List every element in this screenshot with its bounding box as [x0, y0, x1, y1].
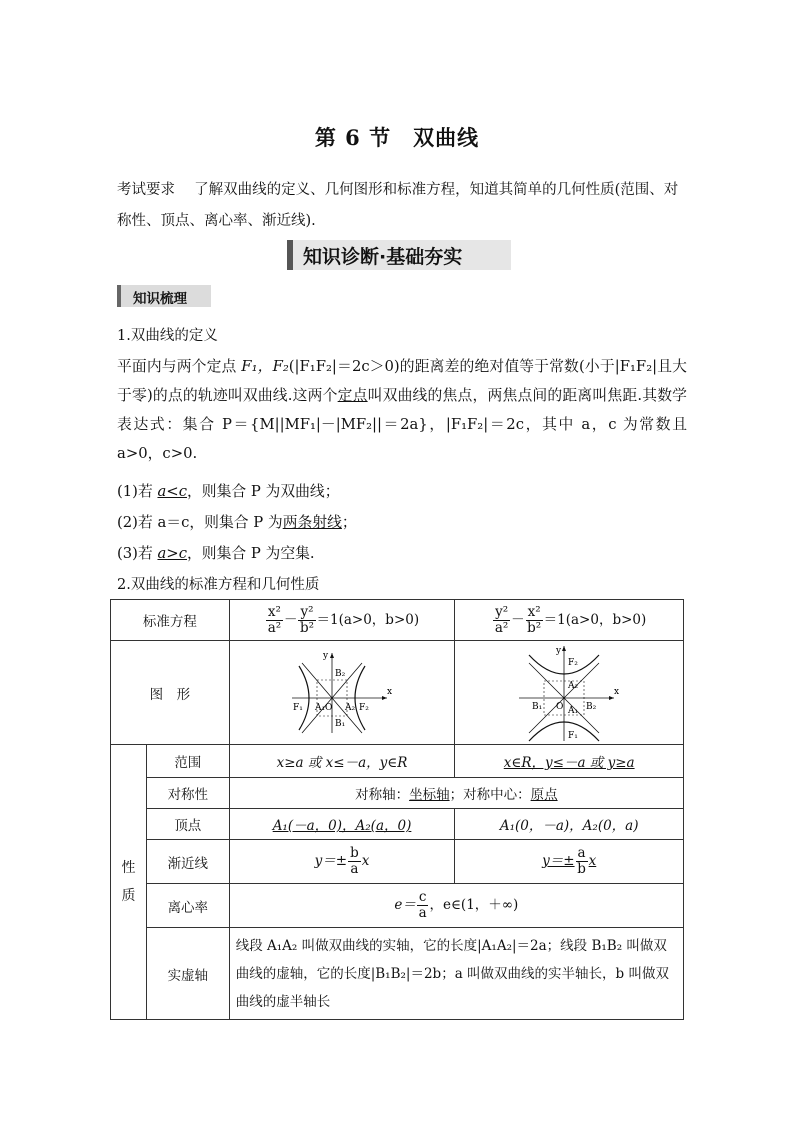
case-1	[117, 480, 340, 501]
fig2-label-y: y	[556, 645, 562, 656]
eq1-tail: ＝1(a>0，b>0)	[316, 611, 420, 628]
figure-vertical-cell	[455, 641, 684, 745]
definition-paragraph	[117, 352, 687, 468]
range-vertical: x∈R，y≤－a 或 y≥a	[503, 755, 635, 771]
ecc-pre: e＝	[394, 897, 416, 913]
equation-label: 标准方程	[111, 600, 230, 641]
table-row-figure	[111, 641, 684, 745]
fig2-label-F1: F₁	[568, 730, 579, 741]
frac-den: a	[350, 861, 359, 877]
fig1-label-x: x	[387, 686, 393, 697]
asymptote-vertical: y＝± $\frac{a}{b}$ x	[455, 840, 684, 884]
asymptote-horizontal: y＝± $\frac{b}{a}$ x	[229, 840, 455, 884]
asymptote-label: 渐近线	[146, 840, 229, 884]
requirement-text: 了解双曲线的定义、几何图形和标准方程，知道其简单的几何性质(范围、对称性、顶点、离心率、渐近线).	[117, 182, 679, 229]
para-part-a: 平面内与两个定点	[117, 358, 242, 375]
fig2-label-B2: B₂	[586, 701, 597, 712]
properties-label: 性 质	[111, 745, 147, 1020]
symmetry-pre: 对称轴：	[355, 787, 410, 803]
frac-den: b²	[527, 619, 542, 636]
fig1-label-B2: B₂	[335, 668, 346, 679]
equation-horizontal	[229, 600, 455, 641]
eq2-tail: ＝1(a>0，b>0)	[543, 611, 647, 628]
frac-num: y²	[300, 603, 314, 620]
hyperbola-vertical-figure	[514, 643, 624, 743]
frac-den: a²	[267, 619, 282, 636]
range-horizontal: x≥a 或 x≤－a，y∈R	[229, 745, 455, 778]
fig2-label-A2: A₂	[568, 680, 579, 691]
vertex-horizontal: A₁(－a，0)，A₂(a，0)	[272, 818, 412, 834]
equation-vertical	[455, 600, 684, 641]
case3-post: ，则集合 P 为空集.	[186, 545, 315, 562]
frac-num: y²	[495, 603, 509, 620]
requirement-label: 考试要求	[117, 182, 175, 198]
table-row-eccentricity	[111, 884, 684, 928]
axes-value: 线段 A₁A₂ 叫做双曲线的实轴，它的长度|A₁A₂|＝2a；线段 B₁B₂ 叫做双曲线的虚轴，它的长度|B₁B₂|＝2b；a 叫做双曲线的实半轴长，b 叫做双曲线的虚半轴长	[229, 928, 683, 1020]
case1-condition: a<c	[157, 483, 187, 500]
fig1-label-F1: F₁	[293, 702, 303, 713]
range-label: 范围	[146, 745, 229, 778]
symmetry-center: 原点	[530, 787, 558, 803]
vertex-horizontal-cell	[229, 809, 455, 840]
case2-result: 两条射线	[282, 514, 342, 531]
banner-text: 知识诊断·基础夯实	[303, 246, 463, 268]
symmetry-label: 对称性	[146, 778, 229, 809]
figure-label: 图 形	[111, 641, 230, 745]
asym2-pre: y＝±	[542, 853, 575, 869]
frac-num: x²	[527, 603, 541, 620]
case2-pre: (2)若 a＝c，则集合 P 为	[117, 514, 283, 531]
fig1-label-F2: F₂	[359, 702, 369, 713]
frac-num: x²	[267, 603, 281, 620]
vertex-vertical: A₁(0，－a)，A₂(0，a)	[455, 809, 684, 840]
frac-num: a	[577, 845, 586, 861]
minus: －	[283, 611, 298, 628]
frac-den: a	[418, 905, 427, 921]
fig2-label-O: O	[556, 701, 564, 712]
figure-horizontal-cell	[229, 641, 455, 745]
table-row-asymptote	[111, 840, 684, 884]
frac-den: b²	[299, 619, 314, 636]
table-row-symmetry	[111, 778, 684, 809]
hyperbola-properties-table	[110, 599, 684, 1020]
subheading-text: 知识梳理	[133, 291, 187, 307]
para-part-c: 叫双曲线的焦点，两焦点间的距离叫焦距.其数学表达式：集合 P＝{M||MF₁|－|MF₂||＝2a}，|F₁F₂|＝2c，其中 a，c 为常数且 a>0，c>0.	[117, 387, 687, 462]
frac-den: a²	[494, 619, 509, 636]
fig1-label-A1: A₁	[315, 702, 326, 713]
frac-num: c	[418, 889, 427, 905]
section1-heading: 1.双曲线的定义	[117, 328, 218, 344]
range-vertical-cell	[455, 745, 684, 778]
vertex-label: 顶点	[146, 809, 229, 840]
case1-pre: (1)若	[117, 483, 158, 500]
para-part-b: (|F₁F₂|＝2c＞0)的距离差的绝对值等于常数(小于|F₁F₂|且大于零)的点的轨迹叫双曲线.这两个	[117, 358, 687, 404]
foci-names: F₁，F₂	[241, 358, 289, 375]
fig1-label-O: O	[325, 702, 333, 713]
fixed-point-term: 定点	[337, 387, 368, 404]
page-title: 第 6 节 双曲线	[314, 125, 480, 150]
section2-heading: 2.双曲线的标准方程和几何性质	[117, 577, 320, 593]
axes-label: 实虚轴	[146, 928, 229, 1020]
case1-post: ，则集合 P 为双曲线；	[186, 483, 340, 500]
fig2-label-B1: B₁	[532, 701, 543, 712]
subheading	[117, 285, 211, 307]
case2-post: ；	[341, 514, 357, 531]
fig2-label-x: x	[614, 686, 620, 697]
table-row-vertex	[111, 809, 684, 840]
symmetry-mid: ；对称中心：	[449, 787, 531, 803]
fig1-label-A2: A₂	[345, 702, 356, 713]
exam-requirement	[117, 175, 687, 237]
eccentricity-label: 离心率	[146, 884, 229, 928]
table-row-equation	[111, 600, 684, 641]
case3-condition: a>c	[157, 545, 187, 562]
case-3	[117, 542, 315, 563]
ecc-post: ，e∈(1，＋∞)	[429, 897, 519, 913]
case3-pre: (3)若	[117, 545, 158, 562]
fig1-label-B1: B₁	[335, 718, 346, 729]
asym1-pre: y＝±	[314, 853, 348, 869]
eccentricity-value	[229, 884, 683, 928]
y-arrow	[330, 653, 334, 658]
fig2-label-F2: F₂	[568, 657, 579, 668]
fig2-label-A1: A₁	[568, 705, 579, 716]
table-row-axes	[111, 928, 684, 1020]
symmetry-axis: 坐标轴	[409, 787, 450, 803]
case-2	[117, 511, 357, 532]
frac-num: b	[350, 845, 359, 861]
fig1-label-y: y	[323, 650, 329, 661]
hyperbola-horizontal-figure	[287, 648, 397, 738]
section-banner	[287, 240, 511, 270]
y-arrow	[562, 646, 566, 651]
frac-den: b	[577, 861, 586, 877]
symmetry-value	[229, 778, 683, 809]
minus: －	[511, 611, 525, 628]
table-row-range	[111, 745, 684, 778]
